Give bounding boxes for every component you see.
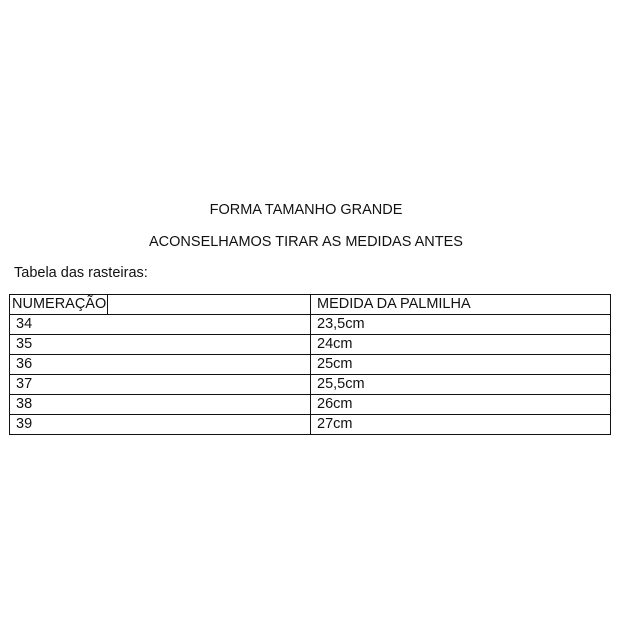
document-subtitle: ACONSELHAMOS TIRAR AS MEDIDAS ANTES [149,234,463,250]
table-header-row [10,295,611,315]
insole-measure-cell: 27cm [311,415,611,435]
table-row [10,415,611,435]
size-table [9,294,611,435]
size-cell: 36 [10,355,311,375]
table-row [10,335,611,355]
size-cell: 35 [10,335,311,355]
size-cell: 39 [10,415,311,435]
table-row [10,315,611,335]
insole-measure-cell: 23,5cm [311,315,611,335]
insole-measure-cell: 24cm [311,335,611,355]
header-numeracao-label: NUMERAÇÃO [12,296,107,312]
insole-measure-cell: 26cm [311,395,611,415]
header-numeracao [10,295,311,315]
table-row [10,355,611,375]
insole-measure-cell: 25,5cm [311,375,611,395]
size-cell: 34 [10,315,311,335]
table-row [10,375,611,395]
insole-measure-cell: 25cm [311,355,611,375]
document-title: FORMA TAMANHO GRANDE [209,202,403,218]
size-cell: 37 [10,375,311,395]
table-row [10,395,611,415]
table-caption: Tabela das rasteiras: [14,265,148,281]
size-cell: 38 [10,395,311,415]
header-medida: MEDIDA DA PALMILHA [311,295,611,315]
